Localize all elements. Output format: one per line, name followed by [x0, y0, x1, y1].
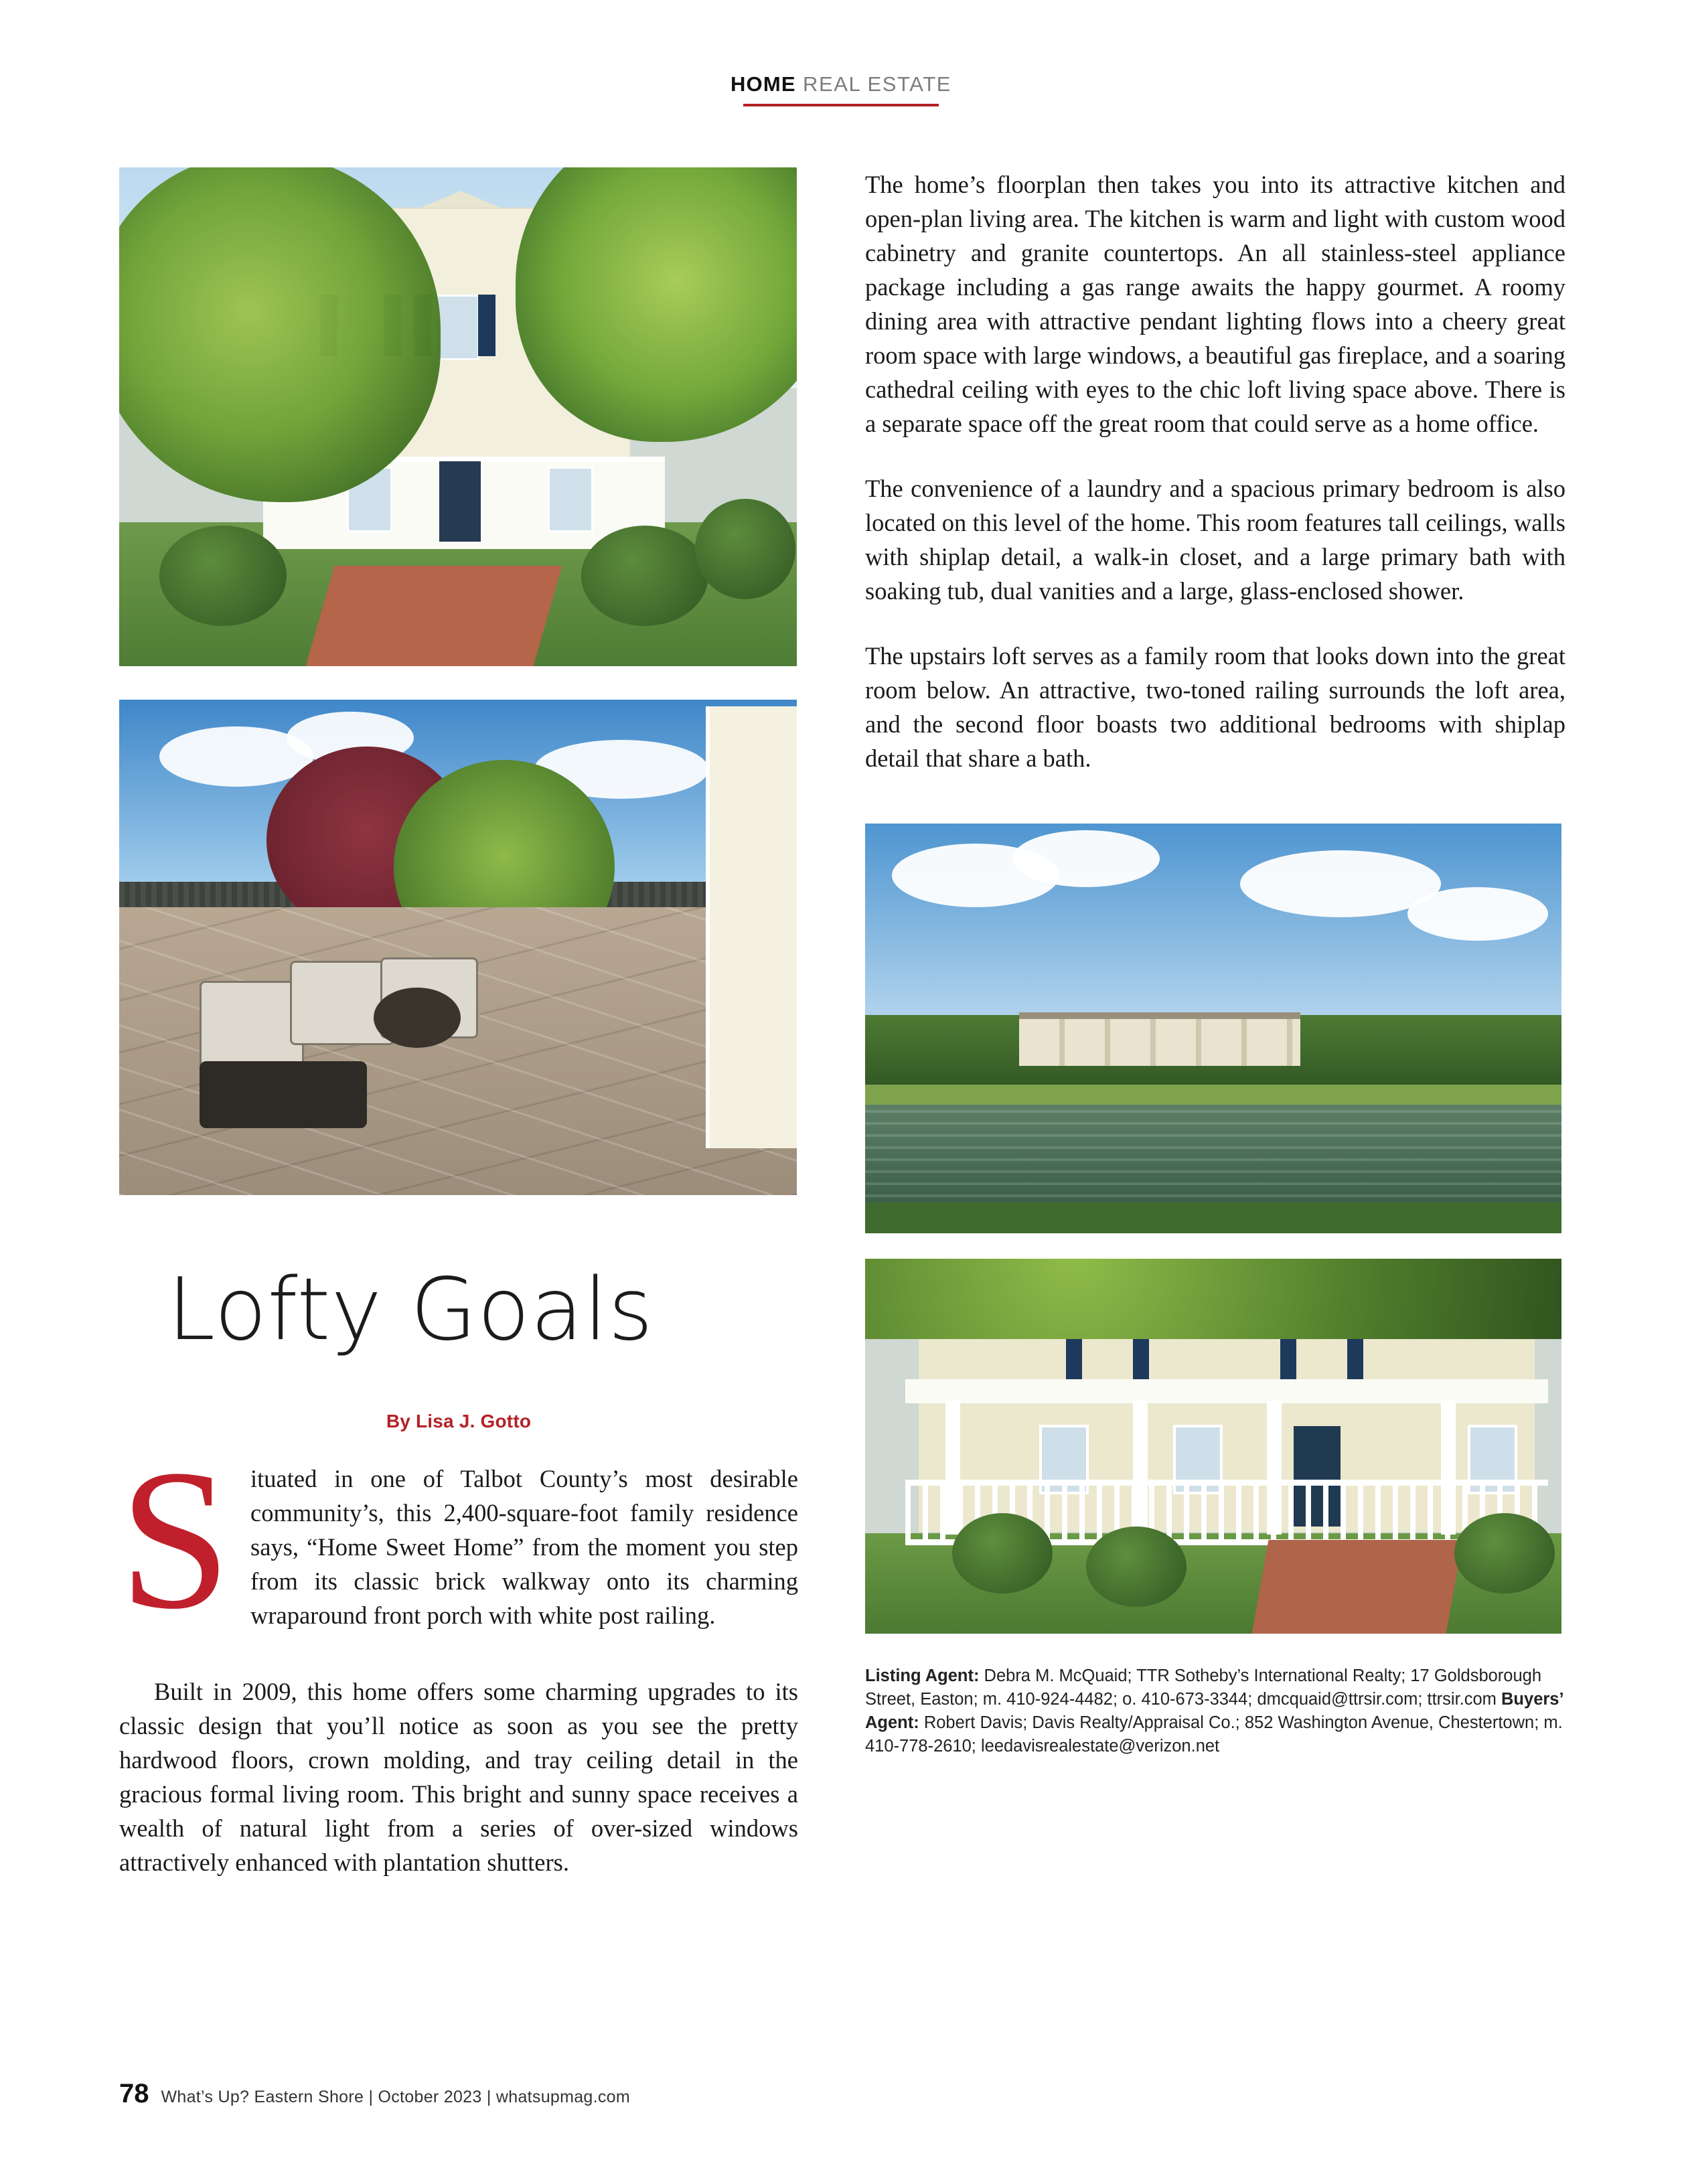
body-paragraph: The home’s floorplan then takes you into its attractive kitchen and open-plan living area. The kitchen is warm and light with custom wood cabinetry and granite countertops. An all stainless-steel appliance package including a gas range awaits the happy gourmet. A roomy dining area with attractive pendant lighting flows into a cheery great room space with large windows, a beautiful gas fireplace, and a soaring cathedral ceiling with eyes to the chic loft living space above. There is a separate space off the great room that could serve as a home office. [865, 171, 1565, 437]
tree-canopy [865, 1259, 1561, 1339]
article-title: Lofty Goals [167, 1260, 654, 1360]
shrub [1086, 1527, 1187, 1607]
tree-right [516, 167, 797, 442]
agent-credits [865, 1664, 1565, 1758]
shrub [695, 499, 795, 599]
page-header [0, 72, 1682, 106]
patio-chair [200, 981, 304, 1072]
article-intro [119, 1427, 798, 1879]
fire-pit [374, 988, 461, 1048]
foreground-grass [865, 1202, 1561, 1233]
brick-walkway [305, 566, 562, 666]
footer-publication-info: What’s Up? Eastern Shore | October 2023 | whatsupmag.com [161, 2088, 631, 2106]
photo-community-pond [865, 824, 1561, 1233]
cloud [1012, 830, 1160, 887]
photo-front-exterior [119, 167, 797, 666]
shrub [159, 526, 287, 626]
kicker-home: HOME [730, 72, 796, 96]
window [434, 295, 479, 360]
right-column [865, 167, 1565, 1758]
shrub [581, 526, 708, 626]
patio-table [200, 1061, 367, 1128]
house-wall [706, 706, 797, 1148]
shutter [478, 295, 495, 356]
intro-paragraph-second: Built in 2009, this home offers some charming upgrades to its classic design that you’ll notice as soon as you see the pretty hardwood floors, crown molding, and tray ceiling detail in the gracious formal living room. This bright and sunny space receives a wealth of natural light from a series of over-sized windows attractively enhanced with plantation shutters. [119, 1677, 798, 1876]
distant-houses [1019, 1012, 1300, 1066]
brick-walkway [1252, 1540, 1463, 1634]
kicker-real-estate: REAL ESTATE [795, 72, 952, 96]
buyers-agent-label: Buyers’ Agent: [865, 1690, 1563, 1732]
body-paragraph: The convenience of a laundry and a spacious primary bedroom is also located on this level of the home. This room features tall ceilings, walls with shiplap detail, a walk-in closet, and a large primary bath with soaking tub, dual vanities and a large, glass-enclosed shower. [865, 475, 1565, 605]
spacer [865, 775, 1565, 824]
left-column [119, 167, 798, 1879]
buyers-agent-text: Robert Davis; Davis Realty/Appraisal Co.; 852 Washington Avenue, Chestertown; m. 410-778-2610; leedavisrealestate@verizon.net [865, 1713, 1563, 1756]
page-number: 78 [119, 2079, 149, 2108]
shrub [952, 1513, 1053, 1593]
page-footer [119, 2079, 630, 2109]
listing-agent-label: Listing Agent: [865, 1666, 980, 1685]
intro-paragraph-first: ituated in one of Talbot County’s most desirable community’s, this 2,400-square-foot family residence says, “Home Sweet Home” from the moment you step from its classic brick walkway onto its charming wraparound front porch with white post railing. [250, 1464, 798, 1629]
section-kicker [731, 72, 951, 96]
body-paragraph: The upstairs loft serves as a family room that looks down into the great room below. An attractive, two-toned railing surrounds the loft area, and the second floor boasts two additional bedrooms with shiplap detail that share a bath. [865, 642, 1565, 772]
article-byline: By Lisa J. Gotto [386, 1410, 532, 1431]
window [548, 467, 593, 532]
drop-cap: S [119, 1427, 231, 1650]
porch-roof [905, 1379, 1548, 1403]
cloud [1407, 887, 1548, 941]
front-door [439, 461, 481, 542]
photo-front-porch [865, 1259, 1561, 1634]
listing-agent-text: Debra M. McQuaid; TTR Sotheby’s International Realty; 17 Goldsborough Street, Easton; m. 410-924-4482; o. 410-673-3344; dmcquaid@ttrsir.com; ttrsir.com [865, 1666, 1542, 1709]
tree-left [119, 167, 441, 502]
header-accent-rule [743, 104, 939, 106]
shrub [1454, 1513, 1555, 1593]
article-body-right [865, 167, 1565, 775]
photo-backyard-patio [119, 700, 797, 1195]
